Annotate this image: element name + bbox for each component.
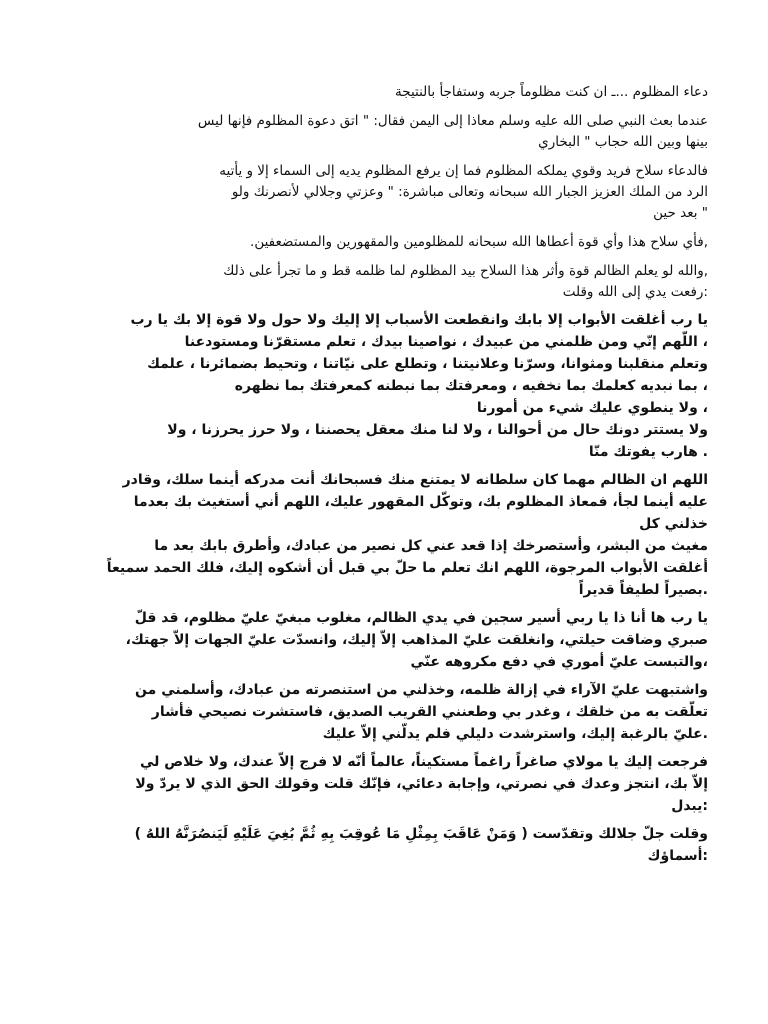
text-line: ، ولا ينطوي عليك شيء من أمورنا [476,400,708,416]
paragraph-oppressor [88,261,708,303]
supplication-paragraph-5 [88,751,708,817]
text-line: ولا يستتر دونك حال من أحوالنا ، ولا لنا منك معقل يحصننا ، ولا حرز يحرزنا ، ولا [167,422,708,438]
text-line: واشتبهت عليّ الآراء في إزالة ظلمه، وخذلني من استنصرته من عبادك، وأسلمني من [135,682,708,698]
text-line: عندما بعث النبي صلى الله عليه وسلم معاذا إلى اليمن فقال: " اتق دعوة المظلوم فإنها ليس [197,113,708,129]
text-line: فرجعت إليك يا مولاي صاغراً راغماً مستكيناً، عالماً أنّه لا فرج إلاّ عندك، ولا خلاص لي [139,754,708,770]
text-line: إلاّ بك، انتجز وعدك في نصرتي، وإجابة دعائي، فإنّك قلت وقولك الحق الذي لا يردّ ولا [135,776,708,792]
paragraph-which-weapon [88,232,708,253]
text-line: بينها وبين الله حجاب " البخاري [538,134,708,150]
text-line: :يبدل [671,798,708,814]
text-line: ,فأي سلاح هذا وأي قوة أعطاها الله سبحانه للمظلومين والمقهورين والمستضعفين. [250,234,708,250]
text-line: .بصيراً لطيفاً قديراً [578,582,708,598]
text-line: " بعد حين [653,205,708,221]
text-line: ,والله لو يعلم الظالم قوة وأثر هذا السلاح بيد المظلوم لما ظلمه قط و ما تجرأ على ذلك [223,263,708,279]
text-line: .عليّ بالرغبة إليك، واسترشدت دليلي فلم يدلّني إلاّ عليك [322,726,708,742]
document-page [88,82,708,867]
supplication-paragraph-6 [88,823,708,867]
supplication-paragraph-1 [88,309,708,463]
text-line: وتعلم منقلبنا ومثوانا، وسرّنا وعلانيتنا ، وتطلع على نيّاتنا ، وتحيط بضمائرنا ، علمك [147,356,708,372]
text-line: الرد من الملك العزيز الجبار الله سبحانه وتعالى مباشرة: " وعزتي وجلالي لأنصرنك ولو [231,184,708,200]
supplication-paragraph-3 [88,607,708,673]
text-line: :أسماؤك [647,848,708,864]
text-line: يا رب ها أنا ذا يا ربي أسير سجين في يدي الظالم، مغلوب مبغيّ عليّ مظلوم، قد قلّ [134,610,708,626]
paragraph-hadith [88,111,708,153]
text-line: ،والتبست عليّ أموري في دفع مكروهه عنّي [410,654,708,670]
text-line: . هارب يفوتك منّا [588,444,708,460]
text-line: :رفعت يدي إلى الله وقلت [562,284,708,300]
text-line: عليه أينما لجأ، فمعاذ المظلوم بك، وتوكّل المقهور عليك، اللهم أني أستغيث بك بعدما [133,494,708,510]
document-title [88,82,708,103]
text-line: يا رب أغلقت الأبواب إلا بابك وانقطعت الأسباب إلا إليك ولا حول ولا قوة إلا بك يا رب [130,312,708,328]
text-line: أغلقت الأبواب المرجوة، اللهم انك تعلم ما حلّ بي قبل أن أشكوه إليك، فلك الحمد سميعاً [106,560,708,576]
text-line: ، اللّهم إنّي ومن ظلمني من عبيدك ، نواصينا بيدك ، تعلم مستقرّنا ومستودعنا [184,334,708,350]
text-line: مغيث من البشر، وأستصرخك إذا قعد عني كل نصير من عبادك، وأطرق بابك بعد ما [154,538,708,554]
supplication-paragraph-2 [88,469,708,601]
paragraph-weapon [88,161,708,224]
text-line: دعاء المظلوم ...ـ ان كنت مظلوماً جربه وستفاجأ بالنتيجة [395,84,708,100]
text-line: ، بما نبديه كعلمك بما نخفيه ، ومعرفتك بما نبطنه كمعرفتك بما نظهره [234,378,708,394]
text-line: تعلّقت به من خلقك ، وغدر بي وطعنني القريب الصديق، فاستشرت نصيحي فأشار [151,704,708,720]
supplication-paragraph-4 [88,679,708,745]
text-line: فالدعاء سلاح فريد وقوي يملكه المظلوم فما إن يرفع المظلوم يديه إلى السماء إلا و يأتيه [219,163,708,179]
text-line: صبري وضاقت حيلتي، وانغلقت عليّ المذاهب إلاّ إليك، وانسدّت عليّ الجهات إلاّ جهتك، [125,632,708,648]
text-line: خذلني كل [639,516,708,532]
text-line: وقلت جلّ جلالك وتقدّست ( وَمَنْ عَاقَبَ بِمِثْلِ مَا عُوقِبَ بِهِ ثُمَّ بُغِيَ عَلَيْهِ لَيَنصُرَنَّهُ اللهُ ) [134,826,708,842]
text-line: اللهم ان الظالم مهما كان سلطانه لا يمتنع منك فسبحانك أنت مدركه أينما سلك، وقادر [122,472,708,488]
